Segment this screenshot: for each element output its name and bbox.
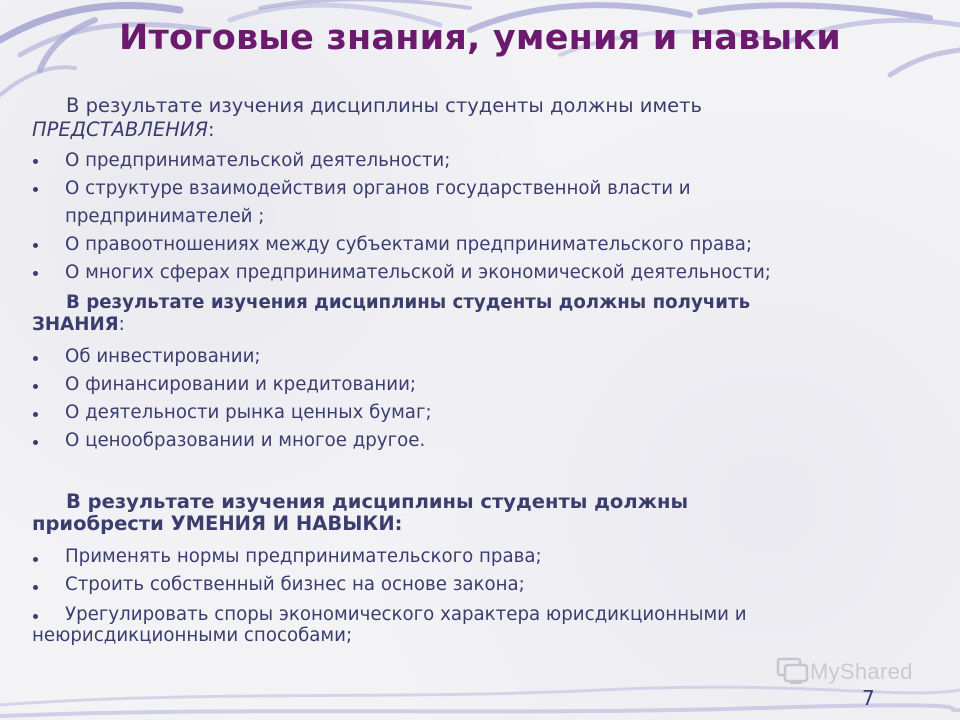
section1-colon: :: [208, 118, 215, 141]
myshared-logo-icon: [776, 656, 810, 686]
list-item: О предпринимательской деятельности;: [65, 150, 451, 171]
myshared-watermark: MyShared: [810, 659, 913, 684]
bullet-marker: [33, 159, 38, 164]
section2-lead: В результате изучения дисциплины студенты должны получить: [66, 292, 751, 313]
section2-colon: :: [118, 314, 125, 335]
list-item: О деятельности рынка ценных бумаг;: [65, 402, 432, 423]
section2-lead-continuation: [32, 314, 125, 335]
bullet-marker: [33, 585, 38, 590]
list-item: Об инвестировании;: [65, 346, 261, 367]
page-number: 7: [862, 686, 875, 710]
list-item: О многих сферах предпринимательской и экономической деятельности;: [65, 262, 771, 283]
section2-emphasis: ЗНАНИЯ: [32, 314, 119, 335]
list-item: Применять нормы предпринимательского права;: [65, 546, 542, 567]
section1-lead-continuation: [32, 118, 215, 141]
bullet-marker: [33, 614, 38, 619]
slide-title: Итоговые знания, умения и навыки: [119, 18, 841, 58]
bullet-marker: [33, 440, 38, 445]
bullet-marker: [33, 412, 38, 417]
bullet-marker: [33, 356, 38, 361]
list-item-continuation: предпринимателей ;: [65, 206, 265, 227]
bullet-marker: [33, 187, 38, 192]
bullet-marker: [33, 271, 38, 276]
section1-emphasis: ПРЕДСТАВЛЕНИЯ: [32, 118, 209, 141]
list-item-continuation: неюрисдикционными способами;: [32, 625, 353, 646]
list-item: О структуре взаимодействия органов государственной власти и: [65, 178, 691, 199]
list-item: Урегулировать споры экономического характера юрисдикционными и: [65, 604, 747, 625]
bullet-marker: [33, 384, 38, 389]
list-item: О ценообразовании и многое другое.: [65, 430, 426, 451]
list-item: О правоотношениях между субъектами предпринимательского права;: [65, 234, 753, 255]
section1-lead: В результате изучения дисциплины студенты должны иметь: [66, 94, 703, 117]
list-item: О финансировании и кредитовании;: [65, 374, 417, 395]
section3-lead-continuation: приобрести УМЕНИЯ И НАВЫКИ:: [32, 512, 403, 535]
bullet-marker: [33, 243, 38, 248]
list-item: Строить собственный бизнес на основе закона;: [65, 574, 525, 595]
section3-lead: В результате изучения дисциплины студенты должны: [66, 490, 689, 513]
bullet-marker: [33, 557, 38, 562]
